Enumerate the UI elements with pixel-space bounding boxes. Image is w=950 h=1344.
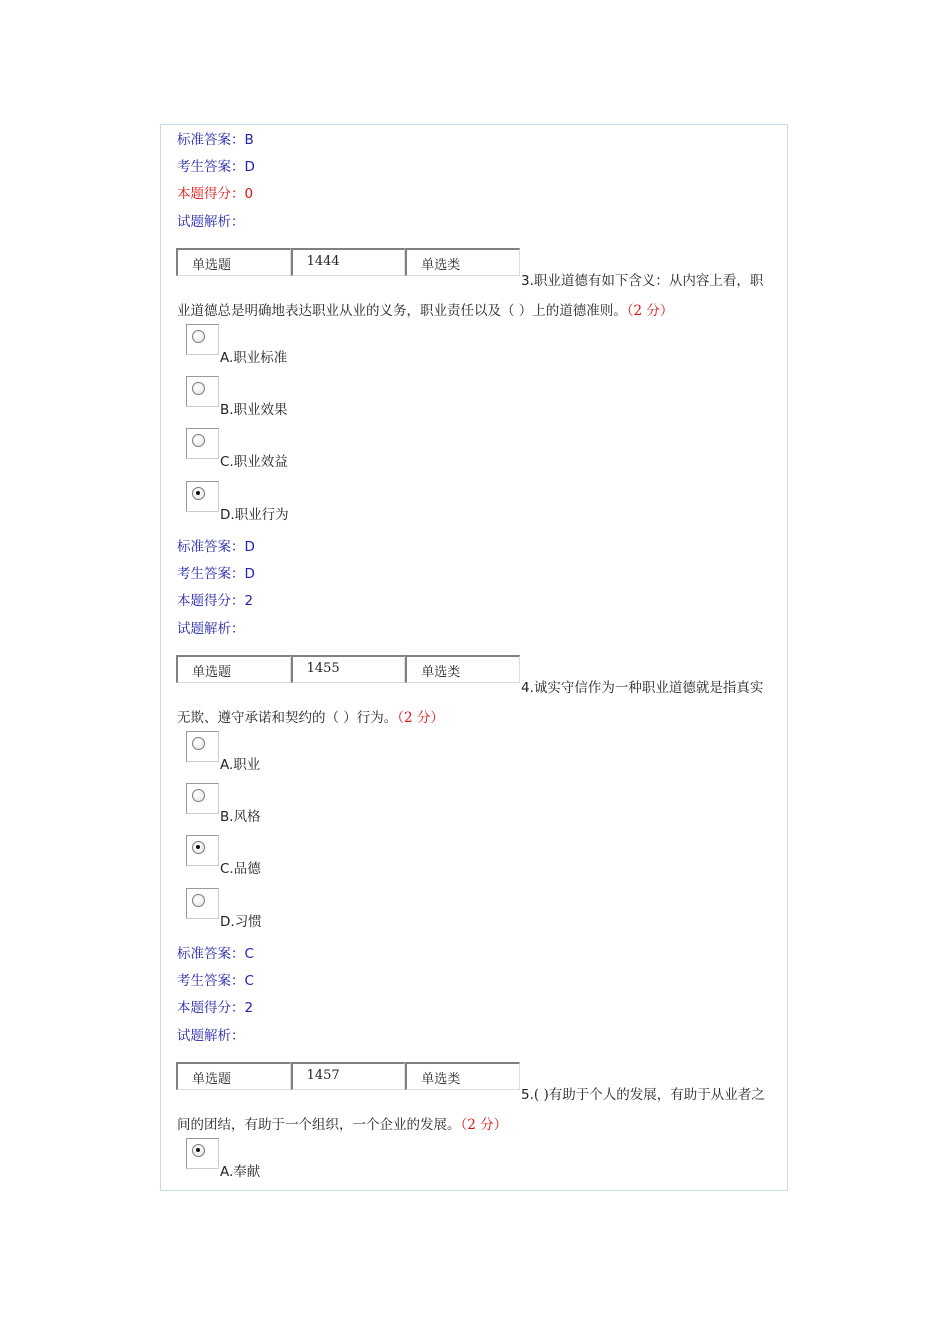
question-text-q5-line1: 5.( )有助于个人的发展，有助于从业者之	[521, 1087, 765, 1103]
question-text-q5-line2: 间的团结，有助于一个组织，一个企业的发展。（2 分）	[177, 1117, 508, 1133]
option-label-q3-c: C.职业效益	[220, 454, 288, 470]
radio-icon[interactable]	[192, 330, 205, 343]
option-box-q4-a[interactable]	[186, 731, 219, 762]
meta-id: 1455	[291, 655, 406, 683]
option-label-q3-a: A.职业标准	[220, 350, 288, 366]
question-meta-q3	[176, 248, 520, 276]
option-box-q4-b[interactable]	[186, 783, 219, 814]
radio-selected-icon[interactable]	[192, 841, 205, 854]
option-box-q4-c[interactable]	[186, 835, 219, 866]
option-label-q4-c: C.品德	[220, 861, 261, 877]
radio-icon[interactable]	[192, 894, 205, 907]
student-answer-q3: 考生答案：D	[177, 566, 255, 582]
standard-answer-q4: 标准答案：C	[177, 946, 254, 962]
score-q3: 本题得分：2	[177, 593, 254, 609]
option-label-q4-d: D.习惯	[220, 914, 262, 930]
meta-category: 单选类	[405, 655, 520, 683]
standard-answer-q3: 标准答案：D	[177, 539, 255, 555]
option-label-q4-a: A.职业	[220, 757, 261, 773]
score-q2: 本题得分：0	[177, 186, 254, 202]
option-box-q3-a[interactable]	[186, 324, 219, 355]
option-box-q5-a[interactable]	[186, 1138, 219, 1169]
analysis-q2: 试题解析：	[177, 214, 245, 230]
meta-id: 1457	[291, 1062, 406, 1090]
meta-category: 单选类	[405, 248, 520, 276]
option-label-q5-a: A.奉献	[220, 1164, 261, 1180]
meta-type: 单选题	[176, 655, 291, 683]
option-box-q3-c[interactable]	[186, 428, 219, 459]
option-label-q4-b: B.风格	[220, 809, 261, 825]
student-answer-q4: 考生答案：C	[177, 973, 254, 989]
option-box-q3-d[interactable]	[186, 481, 219, 512]
meta-id: 1444	[291, 248, 406, 276]
question-meta-q4	[176, 655, 520, 683]
question-text-q4-line2: 无欺、遵守承诺和契约的（ ）行为。（2 分）	[177, 710, 444, 726]
meta-type: 单选题	[176, 248, 291, 276]
score-q4: 本题得分：2	[177, 1000, 254, 1016]
radio-icon[interactable]	[192, 789, 205, 802]
option-label-q3-d: D.职业行为	[220, 507, 289, 523]
option-label-q3-b: B.职业效果	[220, 402, 288, 418]
radio-selected-icon[interactable]	[192, 487, 205, 500]
standard-answer-q2: 标准答案：B	[177, 132, 254, 148]
radio-icon[interactable]	[192, 737, 205, 750]
option-box-q4-d[interactable]	[186, 888, 219, 919]
option-box-q3-b[interactable]	[186, 376, 219, 407]
radio-selected-icon[interactable]	[192, 1144, 205, 1157]
radio-icon[interactable]	[192, 382, 205, 395]
points-q5: （2 分）	[460, 1117, 508, 1133]
analysis-q4: 试题解析：	[177, 1028, 245, 1044]
radio-icon[interactable]	[192, 434, 205, 447]
question-text-q3-line1: 3.职业道德有如下含义：从内容上看，职	[521, 273, 764, 289]
meta-type: 单选题	[176, 1062, 291, 1090]
question-meta-q5	[176, 1062, 520, 1090]
question-text-q4-line1: 4.诚实守信作为一种职业道德就是指真实	[521, 680, 764, 696]
analysis-q3: 试题解析：	[177, 621, 245, 637]
points-q3: （2 分）	[626, 303, 674, 319]
meta-category: 单选类	[405, 1062, 520, 1090]
points-q4: （2 分）	[397, 710, 444, 726]
question-text-q3-line2: 业道德总是明确地表达职业从业的义务，职业责任以及（ ）上的道德准则。（2 分）	[177, 303, 674, 319]
student-answer-q2: 考生答案：D	[177, 159, 255, 175]
